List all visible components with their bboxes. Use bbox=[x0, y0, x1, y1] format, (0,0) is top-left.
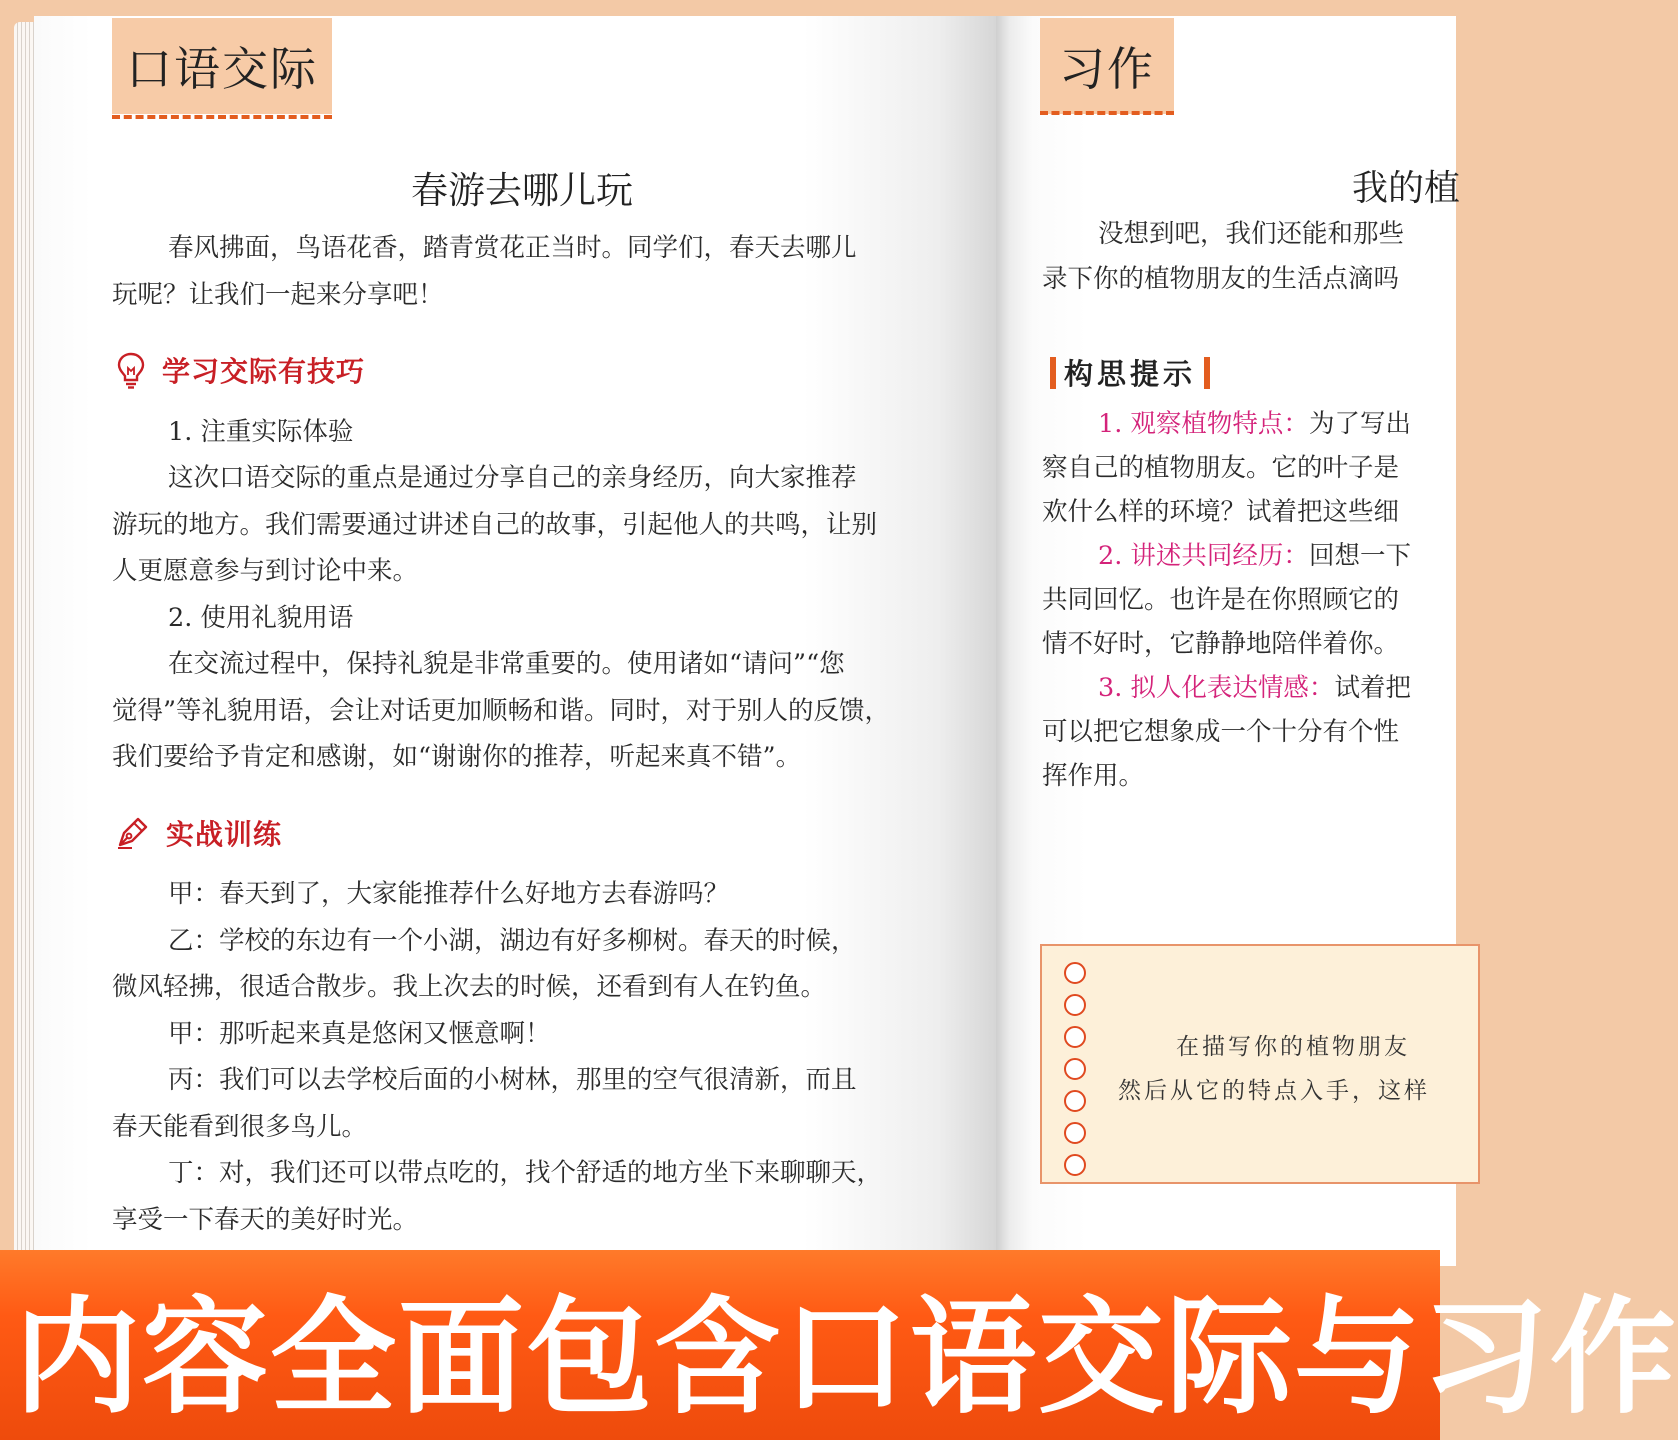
lightbulb-icon bbox=[116, 351, 146, 389]
binder-ring-icon bbox=[1064, 1090, 1086, 1112]
tips-heading-label: 学习交际有技巧 bbox=[162, 355, 366, 388]
dialogue-line: 享受一下春天的美好时光。 bbox=[112, 1205, 419, 1235]
tip-label-experience: 2. 讲述共同经历： bbox=[1098, 541, 1309, 571]
dialogue-line: 微风轻拂，很适合散步。我上次去的时候，还看到有人在钓鱼。 bbox=[112, 972, 827, 1002]
banner-text-part-1: 内容全面 bbox=[14, 1283, 526, 1431]
dialogue-line: 春天能看到很多鸟儿。 bbox=[112, 1112, 368, 1142]
practice-heading-label: 实战训练 bbox=[166, 818, 283, 851]
dialogue-line: 乙：学校的东边有一个小湖，湖边有好多柳树。春天的时候， bbox=[168, 926, 857, 956]
note-line: 在描写你的植物朋友 bbox=[1176, 1034, 1410, 1060]
tip-label-observe: 1. 观察植物特点： bbox=[1098, 409, 1309, 439]
tips-line: 在交流过程中，保持礼貌是非常重要的。使用诸如“请问”“您 bbox=[168, 649, 845, 679]
left-page-title: 春游去哪儿玩 bbox=[411, 169, 633, 212]
right-intro-line-2: 录下你的植物朋友的生活点滴吗 bbox=[1042, 264, 1400, 294]
dialogue-line: 丁：对，我们还可以带点吃的，找个舒适的地方坐下来聊聊天， bbox=[168, 1158, 883, 1188]
pen-icon bbox=[114, 815, 150, 851]
binder-ring-icon bbox=[1064, 1026, 1086, 1048]
right-page-text-area bbox=[1040, 200, 1440, 820]
right-section-tab-label: 习作 bbox=[1059, 42, 1155, 96]
tip-label-personify: 3. 拟人化表达情感： bbox=[1098, 673, 1335, 703]
right-page-title: 我的植 bbox=[1352, 168, 1461, 209]
promo-banner-text bbox=[0, 1262, 1678, 1432]
right-item-text: 试着把 bbox=[1334, 673, 1411, 703]
binder-ring-icon bbox=[1064, 994, 1086, 1016]
right-item-line: 察自己的植物朋友。它的叶子是 bbox=[1042, 453, 1400, 483]
notebook-note bbox=[1040, 944, 1480, 1184]
tips-line: 1. 注重实际体验 bbox=[168, 417, 354, 447]
tips-line: 2. 使用礼貌用语 bbox=[168, 603, 354, 633]
right-item-line: 情不好时，它静静地陪伴着你。 bbox=[1042, 629, 1400, 659]
right-item-text: 回想一下 bbox=[1308, 541, 1411, 571]
dialogue-line: 甲：那听起来真是悠闲又惬意啊！ bbox=[168, 1019, 551, 1049]
left-intro-line-2: 玩呢？让我们一起来分享吧！ bbox=[112, 280, 444, 310]
right-section-tab bbox=[1040, 18, 1174, 114]
right-item-line: 欢什么样的环境？试着把这些细 bbox=[1042, 497, 1400, 527]
idea-hints-label: 构思提示 bbox=[1064, 357, 1197, 391]
right-tab-dashed-underline bbox=[1040, 111, 1174, 115]
binder-ring-icon bbox=[1064, 1122, 1086, 1144]
right-item-line: 可以把它想象成一个十分有个性 bbox=[1042, 717, 1400, 747]
idea-hints-heading bbox=[1042, 352, 1218, 393]
tips-line: 人更愿意参与到讨论中来。 bbox=[112, 556, 419, 586]
heading-bar-right bbox=[1204, 357, 1210, 389]
tips-line: 我们要给予肯定和感谢，如“谢谢你的推荐，听起来真不错”。 bbox=[112, 742, 802, 772]
right-item-line: 挥作用。 bbox=[1042, 761, 1145, 791]
binder-ring-icon bbox=[1064, 1154, 1086, 1176]
banner-text-part-2: 包含口语交际与习作 bbox=[526, 1283, 1678, 1431]
right-item-line bbox=[1098, 536, 1411, 572]
heading-bar-left bbox=[1050, 357, 1056, 389]
binder-ring-icon bbox=[1064, 1058, 1086, 1080]
right-item-line bbox=[1098, 668, 1411, 704]
practice-heading bbox=[114, 813, 282, 853]
dialogue-line: 丙：我们可以去学校后面的小树林，那里的空气很清新，而且 bbox=[168, 1065, 857, 1095]
tips-line: 觉得”等礼貌用语，会让对话更加顺畅和谐。同时，对于别人的反馈， bbox=[112, 696, 891, 726]
right-item-text: 为了写出 bbox=[1308, 409, 1411, 439]
left-tab-dashed-underline bbox=[112, 115, 332, 119]
right-item-line: 共同回忆。也许是在你照顾它的 bbox=[1042, 585, 1400, 615]
tips-heading bbox=[116, 350, 365, 390]
dialogue-line: 甲：春天到了，大家能推荐什么好地方去春游吗？ bbox=[168, 879, 730, 909]
left-section-tab-label: 口语交际 bbox=[126, 42, 318, 96]
right-intro-line-1: 没想到吧，我们还能和那些 bbox=[1098, 219, 1405, 249]
tips-line: 这次口语交际的重点是通过分享自己的亲身经历，向大家推荐 bbox=[168, 463, 857, 493]
binder-ring-icon bbox=[1064, 962, 1086, 984]
left-section-tab bbox=[112, 18, 332, 114]
right-item-line bbox=[1098, 404, 1411, 440]
note-line: 然后从它的特点入手，这样 bbox=[1118, 1078, 1430, 1104]
left-intro-line-1: 春风拂面，鸟语花香，踏青赏花正当时。同学们，春天去哪儿 bbox=[168, 233, 857, 263]
tips-line: 游玩的地方。我们需要通过讲述自己的故事，引起他人的共鸣，让别 bbox=[112, 510, 878, 540]
